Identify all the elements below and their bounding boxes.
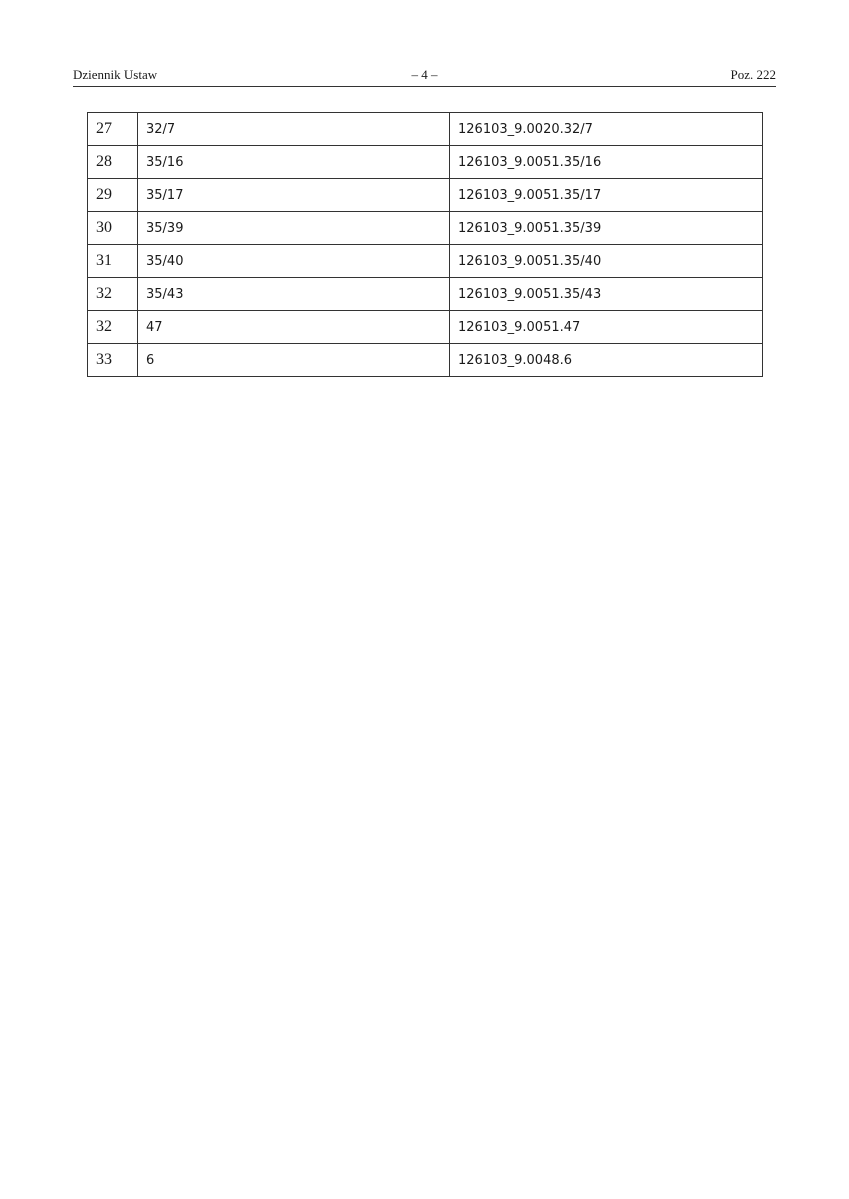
parcel-identifier: 126103_9.0051.35/39 (450, 212, 763, 245)
table-row (88, 146, 763, 179)
row-number: 32 (88, 278, 138, 311)
row-number: 28 (88, 146, 138, 179)
table-row (88, 245, 763, 278)
table-row (88, 278, 763, 311)
parcel-number: 32/7 (138, 113, 450, 146)
table-row (88, 179, 763, 212)
parcel-identifier: 126103_9.0051.35/16 (450, 146, 763, 179)
row-number: 31 (88, 245, 138, 278)
journal-title: Dziennik Ustaw (73, 67, 158, 82)
parcel-number: 35/43 (138, 278, 450, 311)
parcel-identifier: 126103_9.0048.6 (450, 344, 763, 377)
parcel-table (87, 112, 763, 377)
position-number: Poz. 222 (730, 67, 776, 82)
table-row (88, 311, 763, 344)
parcel-identifier: 126103_9.0051.35/17 (450, 179, 763, 212)
parcel-number: 35/17 (138, 179, 450, 212)
table-row (88, 113, 763, 146)
parcel-number: 35/16 (138, 146, 450, 179)
row-number: 27 (88, 113, 138, 146)
table-row (88, 344, 763, 377)
parcel-number: 6 (138, 344, 450, 377)
parcel-number: 35/39 (138, 212, 450, 245)
page-number: – 4 – (411, 67, 438, 82)
parcel-number: 47 (138, 311, 450, 344)
row-number: 30 (88, 212, 138, 245)
parcel-identifier: 126103_9.0051.35/43 (450, 278, 763, 311)
page-header (73, 66, 776, 87)
table-row (88, 212, 763, 245)
parcel-identifier: 126103_9.0020.32/7 (450, 113, 763, 146)
parcel-identifier: 126103_9.0051.47 (450, 311, 763, 344)
row-number: 33 (88, 344, 138, 377)
parcel-number: 35/40 (138, 245, 450, 278)
row-number: 29 (88, 179, 138, 212)
row-number: 32 (88, 311, 138, 344)
parcel-identifier: 126103_9.0051.35/40 (450, 245, 763, 278)
